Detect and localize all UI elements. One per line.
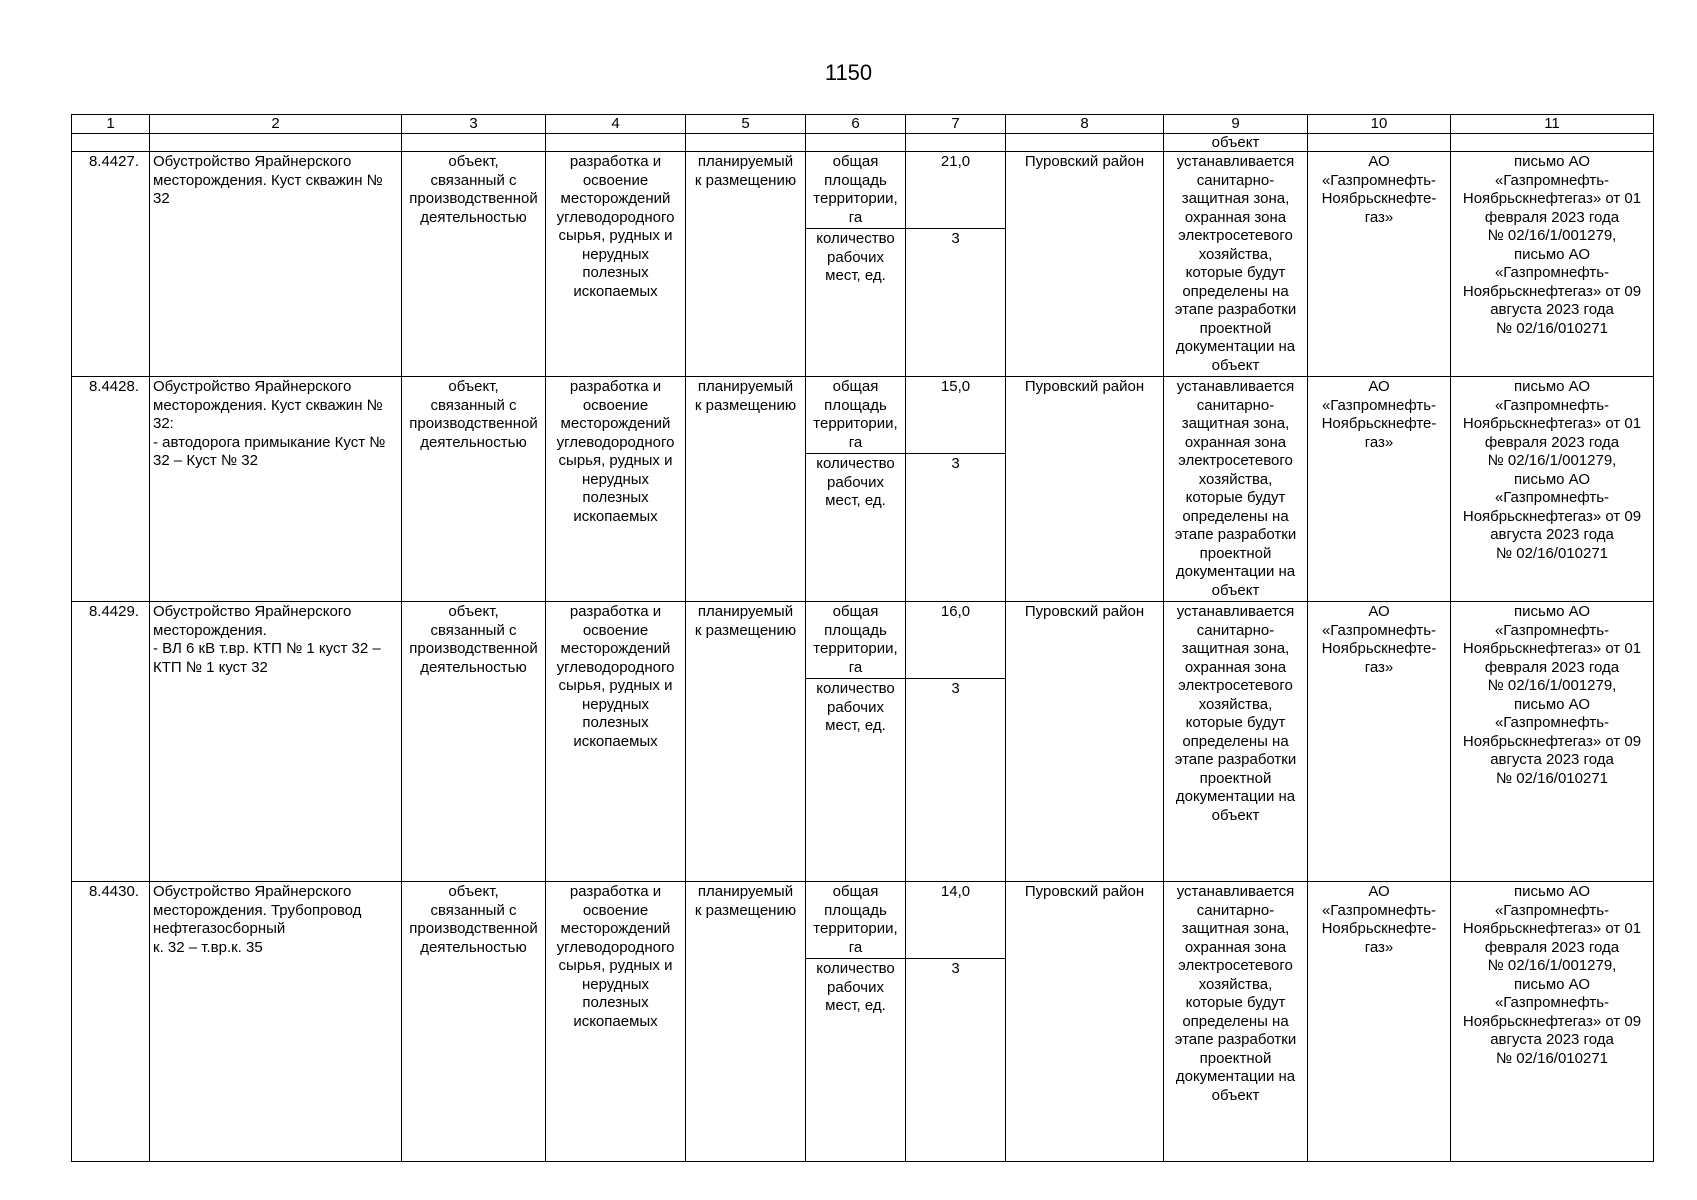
object-zone: устанавливается санитарно- защитная зона, охранная зона электросетевого хозяйства, которые будут определены на этапе разработки проектной документации на объект [1164, 377, 1308, 602]
param-workplaces-value: 3 [906, 679, 1006, 882]
object-location: Пуровский район [1006, 882, 1164, 1162]
param-area-label: общая площадь территории, га [806, 152, 906, 229]
row-number: 8.4429. [72, 602, 150, 882]
column-number: 1 [72, 115, 150, 134]
object-initiator: АО «Газпромнефть- Ноябрьскнефте- газ» [1308, 882, 1451, 1162]
object-zone: устанавливается санитарно- защитная зона, охранная зона электросетевого хозяйства, которые будут определены на этапе разработки проектной документации на объект [1164, 602, 1308, 882]
param-area-label: общая площадь территории, га [806, 377, 906, 454]
column-number: 4 [546, 115, 686, 134]
carryover-row [72, 134, 1654, 152]
object-purpose: объект, связанный с производственной деятельностью [402, 377, 546, 602]
column-numbers-row [72, 115, 1654, 134]
column-number: 3 [402, 115, 546, 134]
param-area-value: 15,0 [906, 377, 1006, 454]
object-zone: устанавливается санитарно- защитная зона, охранная зона электросетевого хозяйства, которые будут определены на этапе разработки проектной документации на объект [1164, 882, 1308, 1162]
object-zone: устанавливается санитарно- защитная зона, охранная зона электросетевого хозяйства, которые будут определены на этапе разработки проектной документации на объект [1164, 152, 1308, 377]
column-number: 2 [150, 115, 402, 134]
row-number: 8.4428. [72, 377, 150, 602]
object-name: Обустройство Ярайнерского месторождения. Куст скважин № 32: - автодорога примыкание Куст № 32 – Куст № 32 [150, 377, 402, 602]
table-row [72, 377, 1654, 454]
object-status: планируемый к размещению [686, 882, 806, 1162]
object-location: Пуровский район [1006, 602, 1164, 882]
object-location: Пуровский район [1006, 377, 1164, 602]
objects-table [71, 114, 1654, 1162]
object-purpose: объект, связанный с производственной деятельностью [402, 152, 546, 377]
object-activity: разработка и освоение месторождений углеводородного сырья, рудных и нерудных полезных ископаемых [546, 377, 686, 602]
param-workplaces-label: количество рабочих мест, ед. [806, 454, 906, 602]
param-area-value: 16,0 [906, 602, 1006, 679]
object-basis: письмо АО «Газпромнефть- Ноябрьскнефтегаз» от 01 февраля 2023 года № 02/16/1/001279, письмо АО «Газпромнефть- Ноябрьскнефтегаз» от 09 августа 2023 года № 02/16/010271 [1451, 152, 1654, 377]
object-initiator: АО «Газпромнефть- Ноябрьскнефте- газ» [1308, 602, 1451, 882]
object-status: планируемый к размещению [686, 602, 806, 882]
object-basis: письмо АО «Газпромнефть- Ноябрьскнефтегаз» от 01 февраля 2023 года № 02/16/1/001279, письмо АО «Газпромнефть- Ноябрьскнефтегаз» от 09 августа 2023 года № 02/16/010271 [1451, 882, 1654, 1162]
object-activity: разработка и освоение месторождений углеводородного сырья, рудных и нерудных полезных ископаемых [546, 602, 686, 882]
param-workplaces-value: 3 [906, 959, 1006, 1162]
object-location: Пуровский район [1006, 152, 1164, 377]
column-number: 8 [1006, 115, 1164, 134]
object-initiator: АО «Газпромнефть- Ноябрьскнефте- газ» [1308, 377, 1451, 602]
param-workplaces-value: 3 [906, 229, 1006, 377]
object-purpose: объект, связанный с производственной деятельностью [402, 882, 546, 1162]
carryover-text: объект [1164, 134, 1308, 152]
param-workplaces-label: количество рабочих мест, ед. [806, 229, 906, 377]
param-workplaces-label: количество рабочих мест, ед. [806, 959, 906, 1162]
param-area-value: 21,0 [906, 152, 1006, 229]
param-area-value: 14,0 [906, 882, 1006, 959]
object-name: Обустройство Ярайнерского месторождения. Куст скважин № 32 [150, 152, 402, 377]
param-area-label: общая площадь территории, га [806, 602, 906, 679]
column-number: 9 [1164, 115, 1308, 134]
object-activity: разработка и освоение месторождений углеводородного сырья, рудных и нерудных полезных ископаемых [546, 882, 686, 1162]
row-number: 8.4427. [72, 152, 150, 377]
column-number: 10 [1308, 115, 1451, 134]
object-name: Обустройство Ярайнерского месторождения. Трубопровод нефтегазосборный к. 32 – т.вр.к. 35 [150, 882, 402, 1162]
object-initiator: АО «Газпромнефть- Ноябрьскнефте- газ» [1308, 152, 1451, 377]
table-row [72, 152, 1654, 229]
object-basis: письмо АО «Газпромнефть- Ноябрьскнефтегаз» от 01 февраля 2023 года № 02/16/1/001279, письмо АО «Газпромнефть- Ноябрьскнефтегаз» от 09 августа 2023 года № 02/16/010271 [1451, 377, 1654, 602]
object-status: планируемый к размещению [686, 377, 806, 602]
column-number: 5 [686, 115, 806, 134]
table-row [72, 882, 1654, 959]
param-area-label: общая площадь территории, га [806, 882, 906, 959]
param-workplaces-label: количество рабочих мест, ед. [806, 679, 906, 882]
page-number: 1150 [824, 60, 873, 85]
row-number: 8.4430. [72, 882, 150, 1162]
object-status: планируемый к размещению [686, 152, 806, 377]
column-number: 7 [906, 115, 1006, 134]
object-purpose: объект, связанный с производственной деятельностью [402, 602, 546, 882]
column-number: 6 [806, 115, 906, 134]
column-number: 11 [1451, 115, 1654, 134]
table-row [72, 602, 1654, 679]
object-activity: разработка и освоение месторождений углеводородного сырья, рудных и нерудных полезных ископаемых [546, 152, 686, 377]
object-basis: письмо АО «Газпромнефть- Ноябрьскнефтегаз» от 01 февраля 2023 года № 02/16/1/001279, письмо АО «Газпромнефть- Ноябрьскнефтегаз» от 09 августа 2023 года № 02/16/010271 [1451, 602, 1654, 882]
param-workplaces-value: 3 [906, 454, 1006, 602]
object-name: Обустройство Ярайнерского месторождения. - ВЛ 6 кВ т.вр. КТП № 1 куст 32 – КТП № 1 куст 32 [150, 602, 402, 882]
